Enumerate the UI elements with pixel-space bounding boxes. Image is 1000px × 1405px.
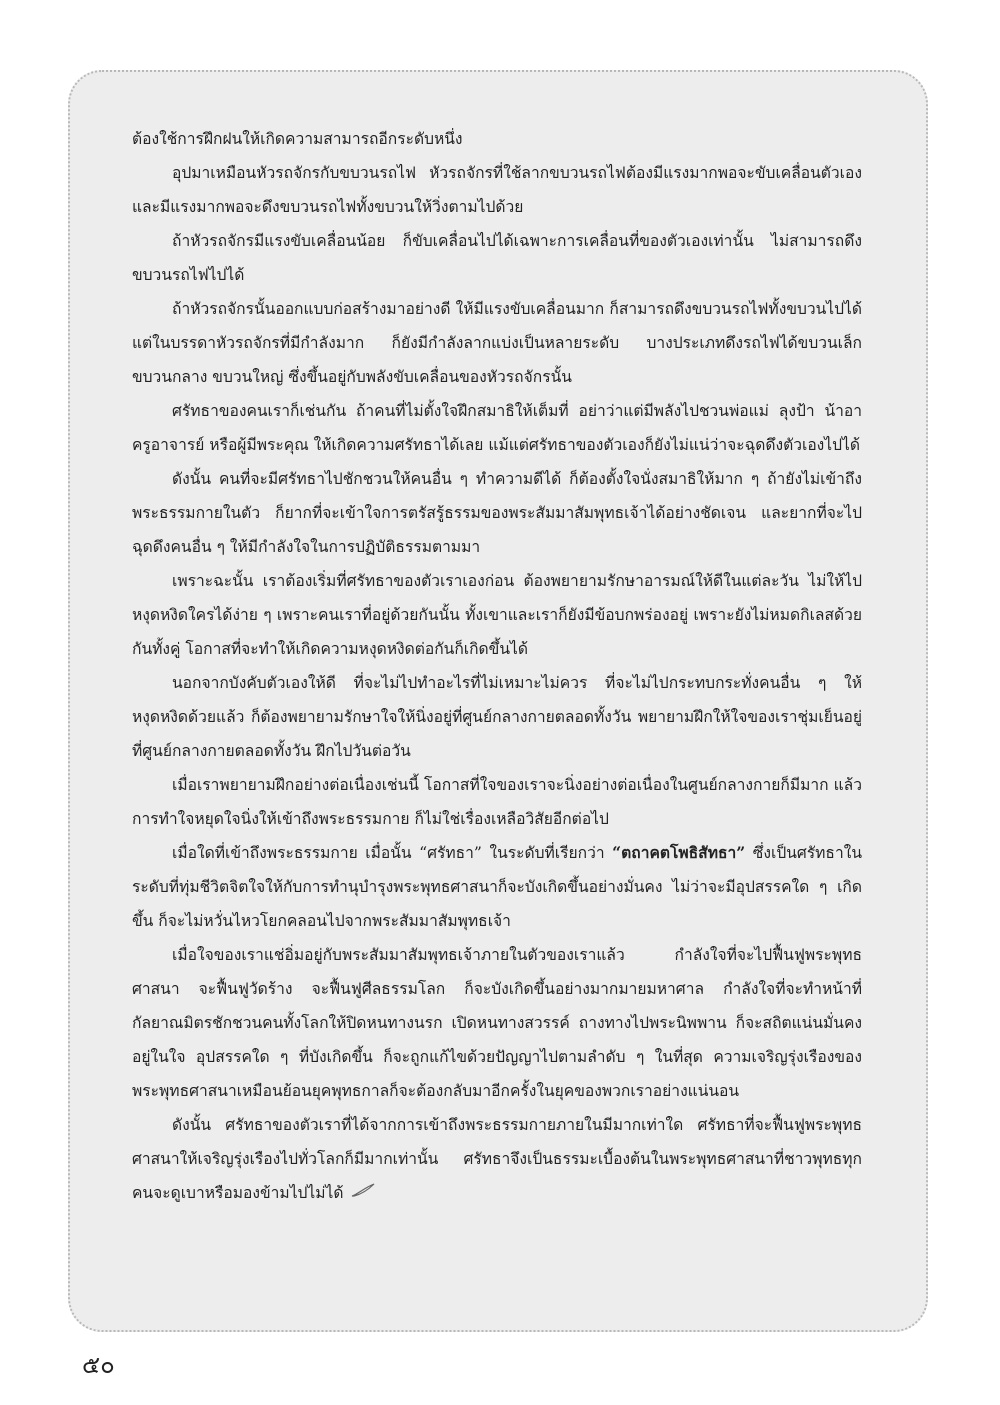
paragraph: เมื่อใจของเราแช่อิ่มอยู่กับพระสัมมาสัมพุทธเจ้าภายในตัวของเราแล้ว กำลังใจที่จะไปฟื้นฟูพระพุทธศาสนา จะฟื้นฟูวัดร้าง จะฟื้นฟูศีลธรรมโลก ก็จะบังเกิดขึ้นอย่างมากมายมหาศาล กำลังใจที่จะทำหน้าที่กัลยาณมิตรชักชวนคนทั้งโลกให้ปิดหนทางนรก เปิดหนทางสวรรค์ ถางทางไปพระนิพพาน ก็จะสถิตแน่นมั่นคงอยู่ในใจ อุปสรรคใด ๆ ที่บังเกิดขึ้น ก็จะถูกแก้ไขด้วยปัญญาไปตามลำดับ ๆ ในที่สุด ความเจริญรุ่งเรืองของพระพุทธศาสนาเหมือนย้อนยุคพุทธกาลก็จะต้องกลับมาอีกครั้งในยุคของพวกเราอย่างแน่นอน xyxy=(132,946,862,1100)
paragraph xyxy=(132,1108,862,1210)
quill-end-mark-icon xyxy=(350,1184,376,1202)
paragraph: เมื่อเราพยายามฝึกอย่างต่อเนื่องเช่นนี้ โอกาสที่ใจของเราจะนิ่งอย่างต่อเนื่องในศูนย์กลางกายก็มีมาก แล้วการทำใจหยุดใจนิ่งให้เข้าถึงพระธรรมกาย ก็ไม่ใช่เรื่องเหลือวิสัยอีกต่อไป xyxy=(132,776,862,828)
paragraph: ดังนั้น คนที่จะมีศรัทธาไปชักชวนให้คนอื่น ๆ ทำความดีได้ ก็ต้องตั้งใจนั่งสมาธิให้มาก ๆ ถ้ายังไม่เข้าถึงพระธรรมกายในตัว ก็ยากที่จะเข้าใจการตรัสรู้ธรรมของพระสัมมาสัมพุทธเจ้าได้อย่างชัดเจน และยากที่จะไปฉุดดึงคนอื่น ๆ ให้มีกำลังใจในการปฏิบัติธรรมตามมา xyxy=(132,470,862,556)
paragraph-text: ดังนั้น ศรัทธาของตัวเราที่ได้จากการเข้าถึงพระธรรมกายภายในมีมากเท่าใด ศรัทธาที่จะฟื้นฟูพระพุทธศาสนาให้เจริญรุ่งเรืองไปทั่วโลกก็มีมากเท่านั้น ศรัทธาจึงเป็นธรรมะเบื้องต้นในพระพุทธศาสนาที่ชาวพุทธทุกคนจะดูเบาหรือมองข้ามไปไม่ได้ xyxy=(132,1116,862,1202)
paragraph-text: ในระดับที่เรียกว่า xyxy=(481,844,613,862)
paragraph xyxy=(132,836,862,938)
paragraph: นอกจากบังคับตัวเองให้ดี ที่จะไม่ไปทำอะไรที่ไม่เหมาะไม่ควร ที่จะไม่ไปกระทบกระทั่งคนอื่น ๆ ให้หงุดหงิดด้วยแล้ว ก็ต้องพยายามรักษาใจให้นิ่งอยู่ที่ศูนย์กลางกายตลอดทั้งวัน พยายามฝึกให้ใจของเราชุ่มเย็นอยู่ที่ศูนย์กลางกายตลอดทั้งวัน ฝึกไปวันต่อวัน xyxy=(132,674,862,760)
paragraph: ถ้าหัวรถจักรนั้นออกแบบก่อสร้างมาอย่างดี ให้มีแรงขับเคลื่อนมาก ก็สามารถดึงขบวนรถไฟทั้งขบวนไปได้ แต่ในบรรดาหัวรถจักรที่มีกำลังมาก ก็ยังมีกำลังลากแบ่งเป็นหลายระดับ บางประเภทดึงรถไฟได้ขบวนเล็ก ขบวนกลาง ขบวนใหญ่ ซึ่งขึ้นอยู่กับพลังขับเคลื่อนของหัวรถจักรนั้น xyxy=(132,300,862,386)
article-body xyxy=(132,122,862,1210)
page-number: ๕๐ xyxy=(82,1351,115,1379)
quoted-term: “ศรัทธา” xyxy=(419,844,482,862)
bold-term: “ตถาคตโพธิสัทธา” xyxy=(612,843,746,862)
paragraph: ศรัทธาของคนเราก็เช่นกัน ถ้าคนที่ไม่ตั้งใจฝึกสมาธิให้เต็มที่ อย่าว่าแต่มีพลังไปชวนพ่อแม่ ลุงป้า น้าอา ครูอาจารย์ หรือผู้มีพระคุณ ให้เกิดความศรัทธาได้เลย แม้แต่ศรัทธาของตัวเองก็ยังไม่แน่ว่าจะฉุดดึงตัวเองไปได้ xyxy=(132,402,862,454)
paragraph: อุปมาเหมือนหัวรถจักรกับขบวนรถไฟ หัวรถจักรที่ใช้ลากขบวนรถไฟต้องมีแรงมากพอจะขับเคลื่อนตัวเอง และมีแรงมากพอจะดึงขบวนรถไฟทั้งขบวนให้วิ่งตามไปด้วย xyxy=(132,164,862,216)
paragraph-text: เมื่อใดที่เข้าถึงพระธรรมกาย เมื่อนั้น xyxy=(172,844,420,862)
paragraph: ถ้าหัวรถจักรมีแรงขับเคลื่อนน้อย ก็ขับเคลื่อนไปได้เฉพาะการเคลื่อนที่ของตัวเองเท่านั้น ไม่สามารถดึงขบวนรถไฟไปได้ xyxy=(132,232,862,284)
paragraph-text: ซึ่งเป็นศรัทธาในระดับที่ทุ่มชีวิตจิตใจให้กับการทำนุบำรุงพระพุทธศาสนาก็จะบังเกิดขึ้นอย่างมั่นคง ไม่ว่าจะมีอุปสรรคใด ๆ เกิดขึ้น ก็จะไม่หวั่นไหวโยกคลอนไปจากพระสัมมาสัมพุทธเจ้า xyxy=(132,844,862,930)
paragraph: ต้องใช้การฝึกฝนให้เกิดความสามารถอีกระดับหนึ่ง xyxy=(132,130,463,148)
paragraph: เพราะฉะนั้น เราต้องเริ่มที่ศรัทธาของตัวเราเองก่อน ต้องพยายามรักษาอารมณ์ให้ดีในแต่ละวัน ไม่ให้ไปหงุดหงิดใครได้ง่าย ๆ เพราะคนเราที่อยู่ด้วยกันนั้น ทั้งเขาและเราก็ยังมีข้อบกพร่องอยู่ เพราะยังไม่หมดกิเลสด้วยกันทั้งคู่ โอกาสที่จะทำให้เกิดความหงุดหงิดต่อกันก็เกิดขึ้นได้ xyxy=(132,572,862,658)
